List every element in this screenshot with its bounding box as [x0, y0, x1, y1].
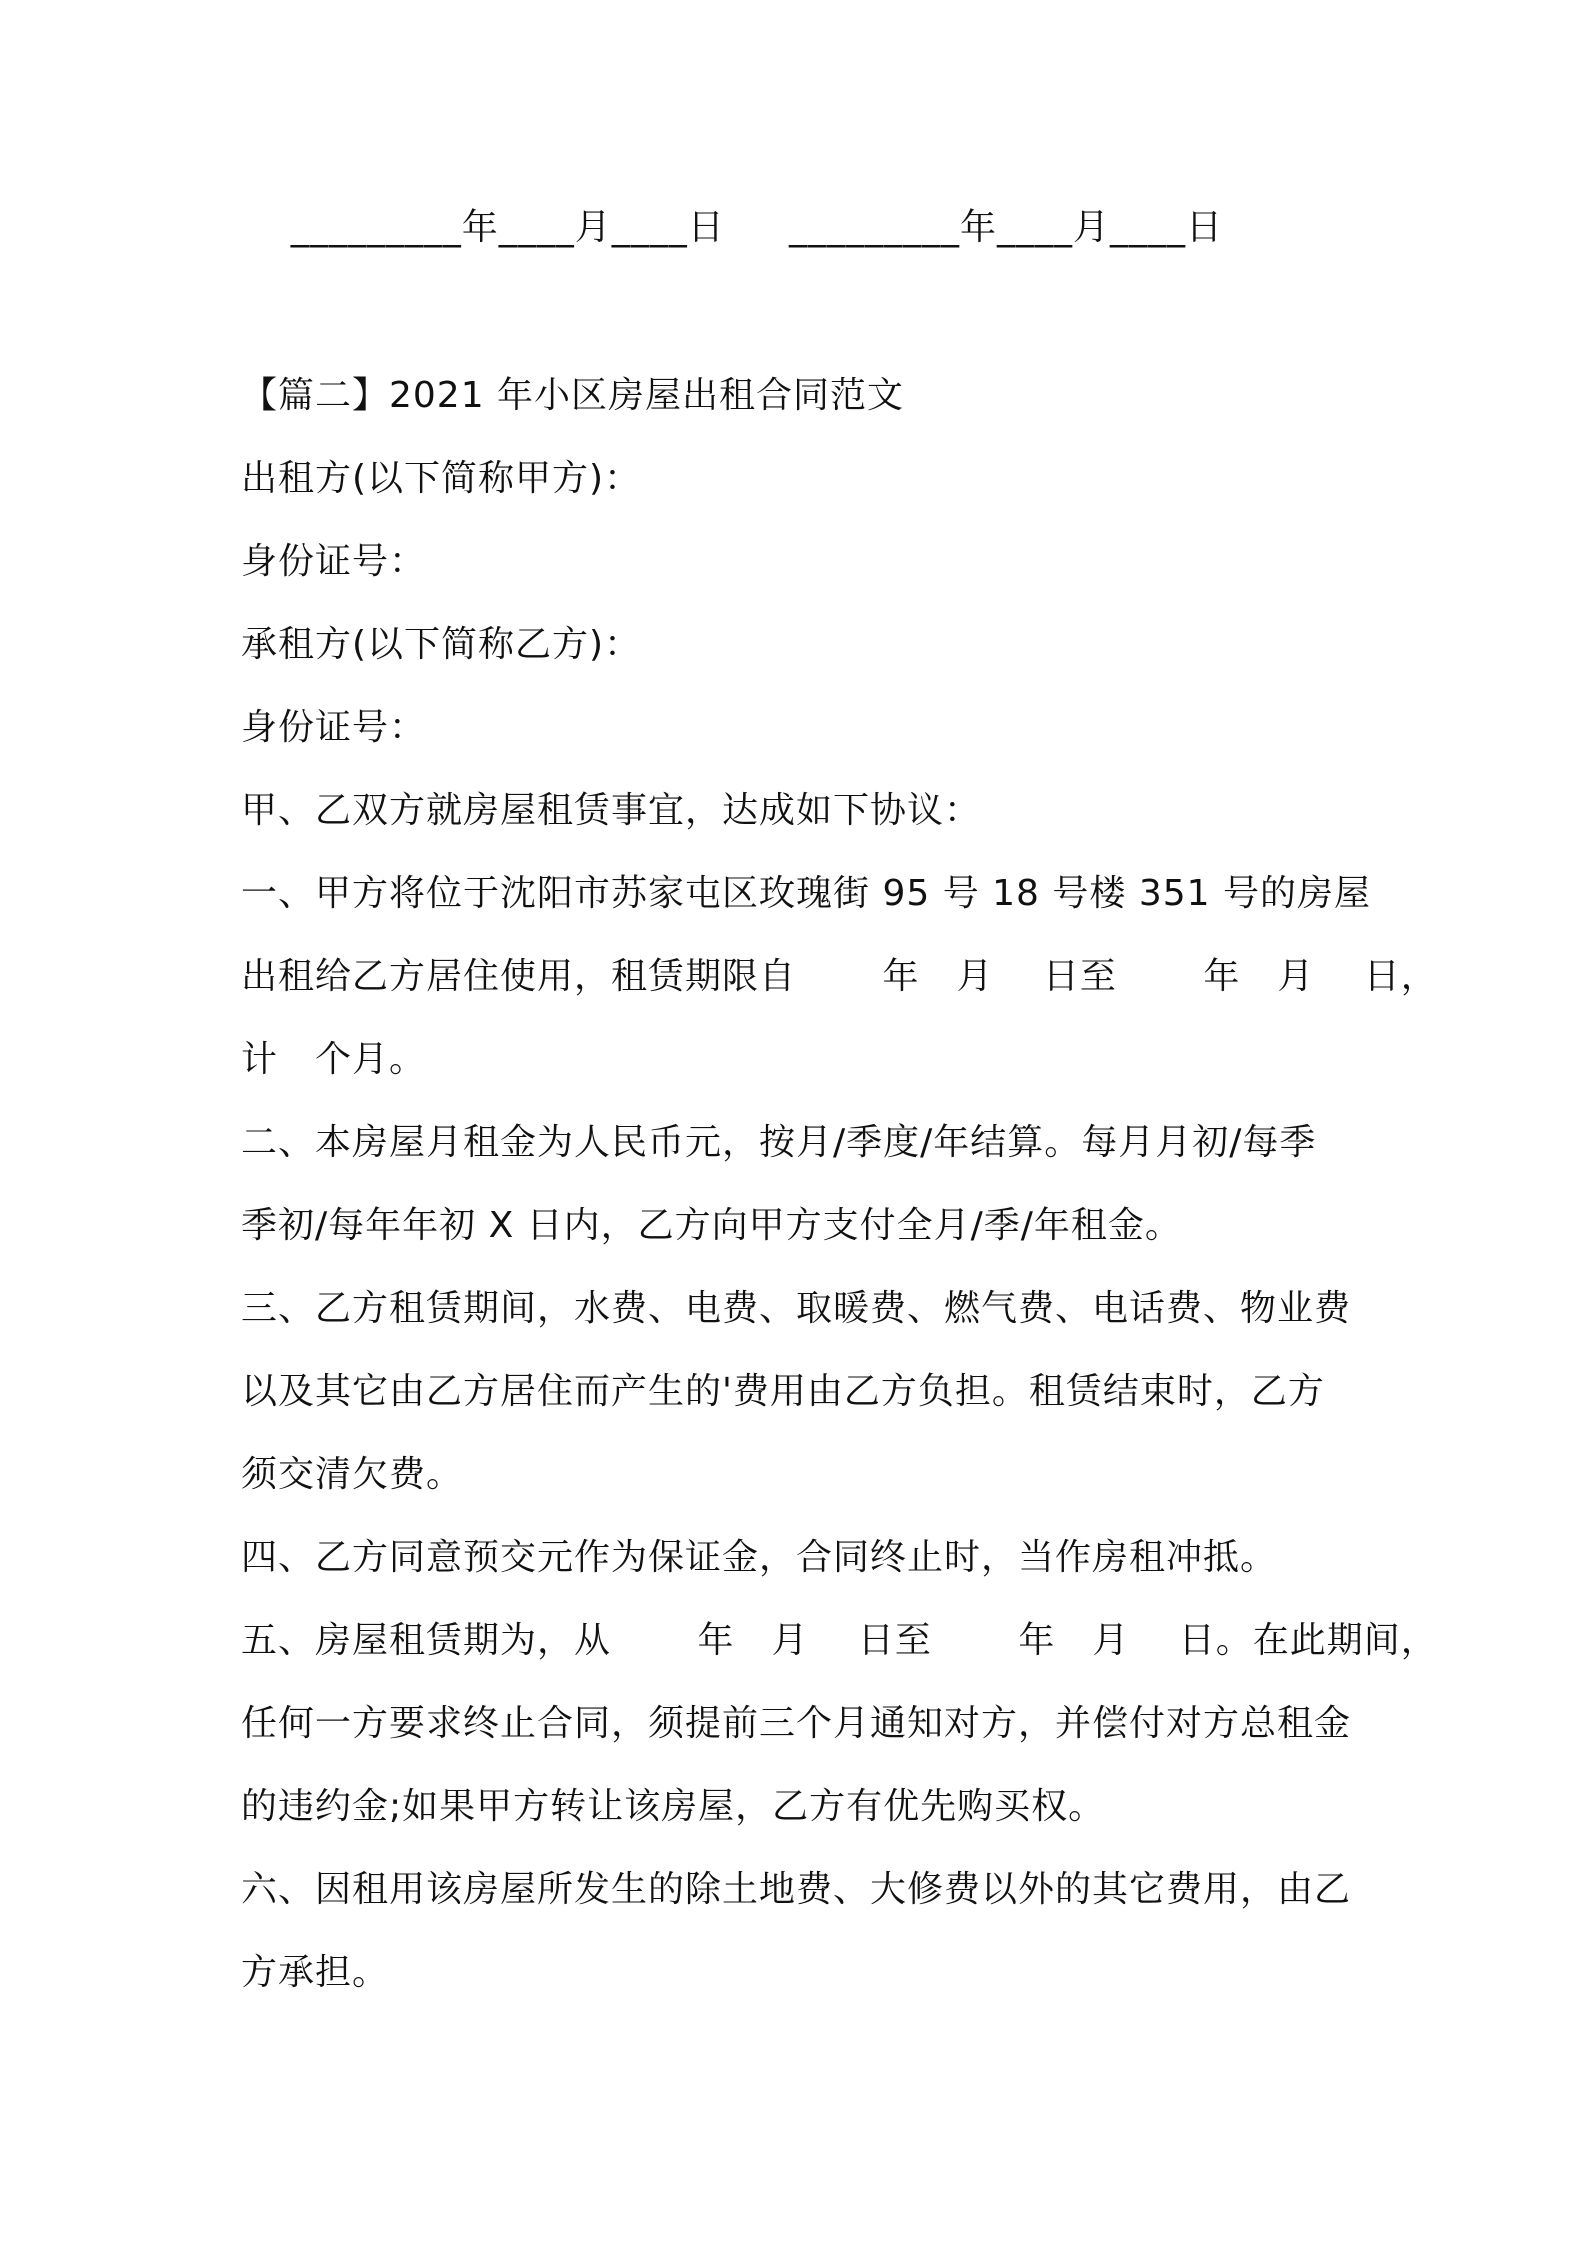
section-title: 【篇二】2021 年小区房屋出租合同范文 — [241, 375, 905, 416]
clause-3-line-3: 须交清欠费。 — [241, 1454, 464, 1495]
clause-6-line-2: 方承担。 — [241, 1952, 390, 1993]
clause-3-line-2: 以及其它由乙方居住而产生的'费用由乙方负担。租赁结束时，乙方 — [241, 1371, 1325, 1412]
agreement-intro: 甲、乙双方就房屋租赁事宜，达成如下协议： — [241, 790, 982, 831]
lessee-label: 承租方(以下简称乙方)： — [241, 624, 642, 665]
lessee-id-label: 身份证号： — [241, 707, 427, 748]
clause-5-line-3: 的违约金;如果甲方转让该房屋，乙方有优先购买权。 — [241, 1786, 1106, 1827]
signature-date-row — [241, 204, 1391, 396]
clause-5-line-1: 五、房屋租赁期为，从 年 月 日至 年 月 日。在此期间， — [241, 1620, 1438, 1661]
clause-1-line-2: 出租给乙方居住使用，租赁期限自 年 月 日至 年 月 日， — [241, 956, 1438, 997]
clause-1-line-3: 计 个月。 — [241, 1039, 427, 1080]
clause-4-line-1: 四、乙方同意预交元作为保证金，合同终止时，当作房租冲抵。 — [241, 1537, 1278, 1578]
clause-5-line-2: 任何一方要求终止合同，须提前三个月通知对方，并偿付对方总租金 — [241, 1703, 1352, 1744]
signature-date-left: _________年____月____日 — [290, 207, 725, 248]
lessor-label: 出租方(以下简称甲方)： — [241, 458, 642, 499]
lessor-id-label: 身份证号： — [241, 541, 427, 582]
signature-date-right: _________年____月____日 — [789, 207, 1223, 248]
clause-2-line-1: 二、本房屋月租金为人民币元，按月/季度/年结算。每月月初/每季 — [241, 1122, 1317, 1163]
clause-2-line-2: 季初/每年年初 X 日内，乙方向甲方支付全月/季/年租金。 — [241, 1205, 1182, 1246]
clause-1-line-1: 一、甲方将位于沈阳市苏家屯区玫瑰街 95 号 18 号楼 351 号的房屋 — [241, 873, 1371, 914]
clause-6-line-1: 六、因租用该房屋所发生的除土地费、大修费以外的其它费用，由乙 — [241, 1869, 1352, 1910]
clause-3-line-1: 三、乙方租赁期间，水费、电费、取暖费、燃气费、电话费、物业费 — [241, 1288, 1352, 1329]
